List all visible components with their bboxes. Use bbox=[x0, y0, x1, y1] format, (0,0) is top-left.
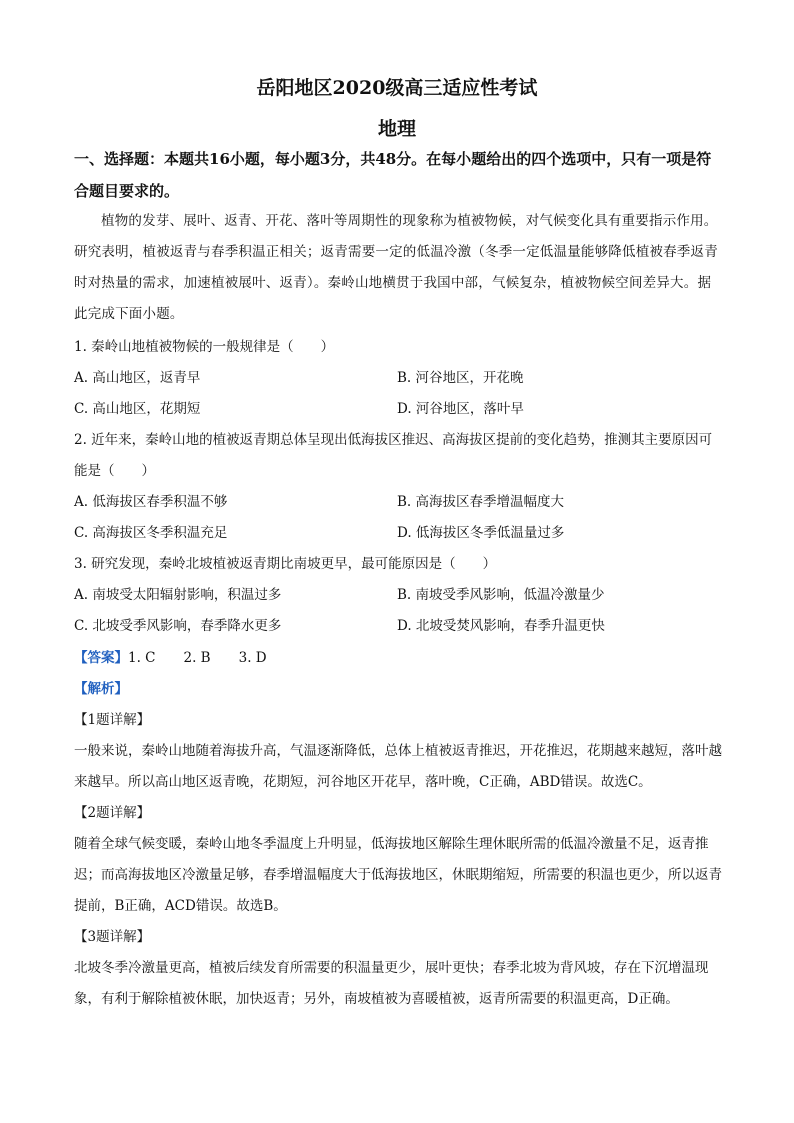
question-2-option-c: C. 高海拔区冬季积温充足 bbox=[74, 525, 228, 541]
question-1-stem: 1. 秦岭山地植被物候的一般规律是（ ） bbox=[74, 339, 335, 355]
passage: 植物的发芽、展叶、返青、开花、落叶等周期性的现象称为植被物候，对气候变化具有重要指示作用。研究表明，植被返青与春季积温正相关；返青需要一定的低温冷激（冬季一定低温量能够降低植被春季返青时对热量的需求，加速植被展叶、返青）。秦岭山地横贯于我国中部，气候复杂，植被物候空间差异大。据此完成下面小题。 bbox=[74, 213, 718, 322]
detail-2-text: 随着全球气候变暖，秦岭山地冬季温度上升明显，低海拔地区解除生理休眠所需的低温冷激量不足，返青推迟；而高海拔地区冷激量足够，春季增温幅度大于低海拔地区，休眠期缩短，所需要的积温也更少，所以返青提前，B正确，ACD错误。故选B。 bbox=[74, 836, 722, 914]
question-2-option-d: D. 低海拔区冬季低温量过多 bbox=[397, 525, 565, 541]
question-3-option-c: C. 北坡受季风影响，春季降水更多 bbox=[74, 618, 282, 634]
question-3-stem: 3. 研究发现，秦岭北坡植被返青期比南坡更早，最可能原因是（ ） bbox=[74, 556, 497, 572]
subject-title: 地理 bbox=[377, 118, 416, 140]
detail-3-heading: 【3题详解】 bbox=[74, 929, 151, 945]
question-1-option-a: A. 高山地区，返青早 bbox=[74, 370, 201, 386]
answer-label: 【答案】 bbox=[74, 650, 128, 666]
question-2-stem: 2. 近年来，秦岭山地的植被返青期总体呈现出低海拔区推迟、高海拔区提前的变化趋势，推测其主要原因可能是（ ） bbox=[74, 432, 713, 479]
question-3-option-b: B. 南坡受季风影响，低温冷激量少 bbox=[397, 587, 605, 603]
detail-2-heading: 【2题详解】 bbox=[74, 805, 151, 821]
question-1-option-c: C. 高山地区，花期短 bbox=[74, 401, 201, 417]
analysis-label: 【解析】 bbox=[74, 681, 128, 697]
detail-3-text: 北坡冬季冷激量更高，植被后续发育所需要的积温量更少，展叶更快；春季北坡为背风坡，存在下沉增温现象，有利于解除植被休眠，加快返青；另外，南坡植被为喜暖植被，返青所需要的积温更高，D正确。 bbox=[74, 960, 709, 1007]
question-2-option-a: A. 低海拔区春季积温不够 bbox=[74, 494, 228, 510]
answer-line bbox=[74, 643, 267, 674]
question-3-option-a: A. 南坡受太阳辐射影响，积温过多 bbox=[74, 587, 282, 603]
section-heading: 一、选择题：本题共16小题，每小题3分，共48分。在每小题给出的四个选项中，只有一项是符合题目要求的。 bbox=[74, 150, 712, 200]
exam-title: 岳阳地区2020级高三适应性考试 bbox=[256, 77, 538, 99]
answer-2: 2. B bbox=[183, 650, 211, 666]
answer-1: 1. C bbox=[128, 650, 156, 666]
question-1-option-d: D. 河谷地区，落叶早 bbox=[397, 401, 524, 417]
detail-1-text: 一般来说，秦岭山地随着海拔升高，气温逐渐降低，总体上植被返青推迟，开花推迟，花期越来越短，落叶越来越早。所以高山地区返青晚，花期短，河谷地区开花早，落叶晚，C正确，ABD错误。故选C。 bbox=[74, 743, 722, 790]
question-2-option-b: B. 高海拔区春季增温幅度大 bbox=[397, 494, 565, 510]
question-3-option-d: D. 北坡受焚风影响，春季升温更快 bbox=[397, 618, 605, 634]
question-1-option-b: B. 河谷地区，开花晚 bbox=[397, 370, 524, 386]
answer-3: 3. D bbox=[238, 650, 267, 666]
detail-1-heading: 【1题详解】 bbox=[74, 712, 151, 728]
